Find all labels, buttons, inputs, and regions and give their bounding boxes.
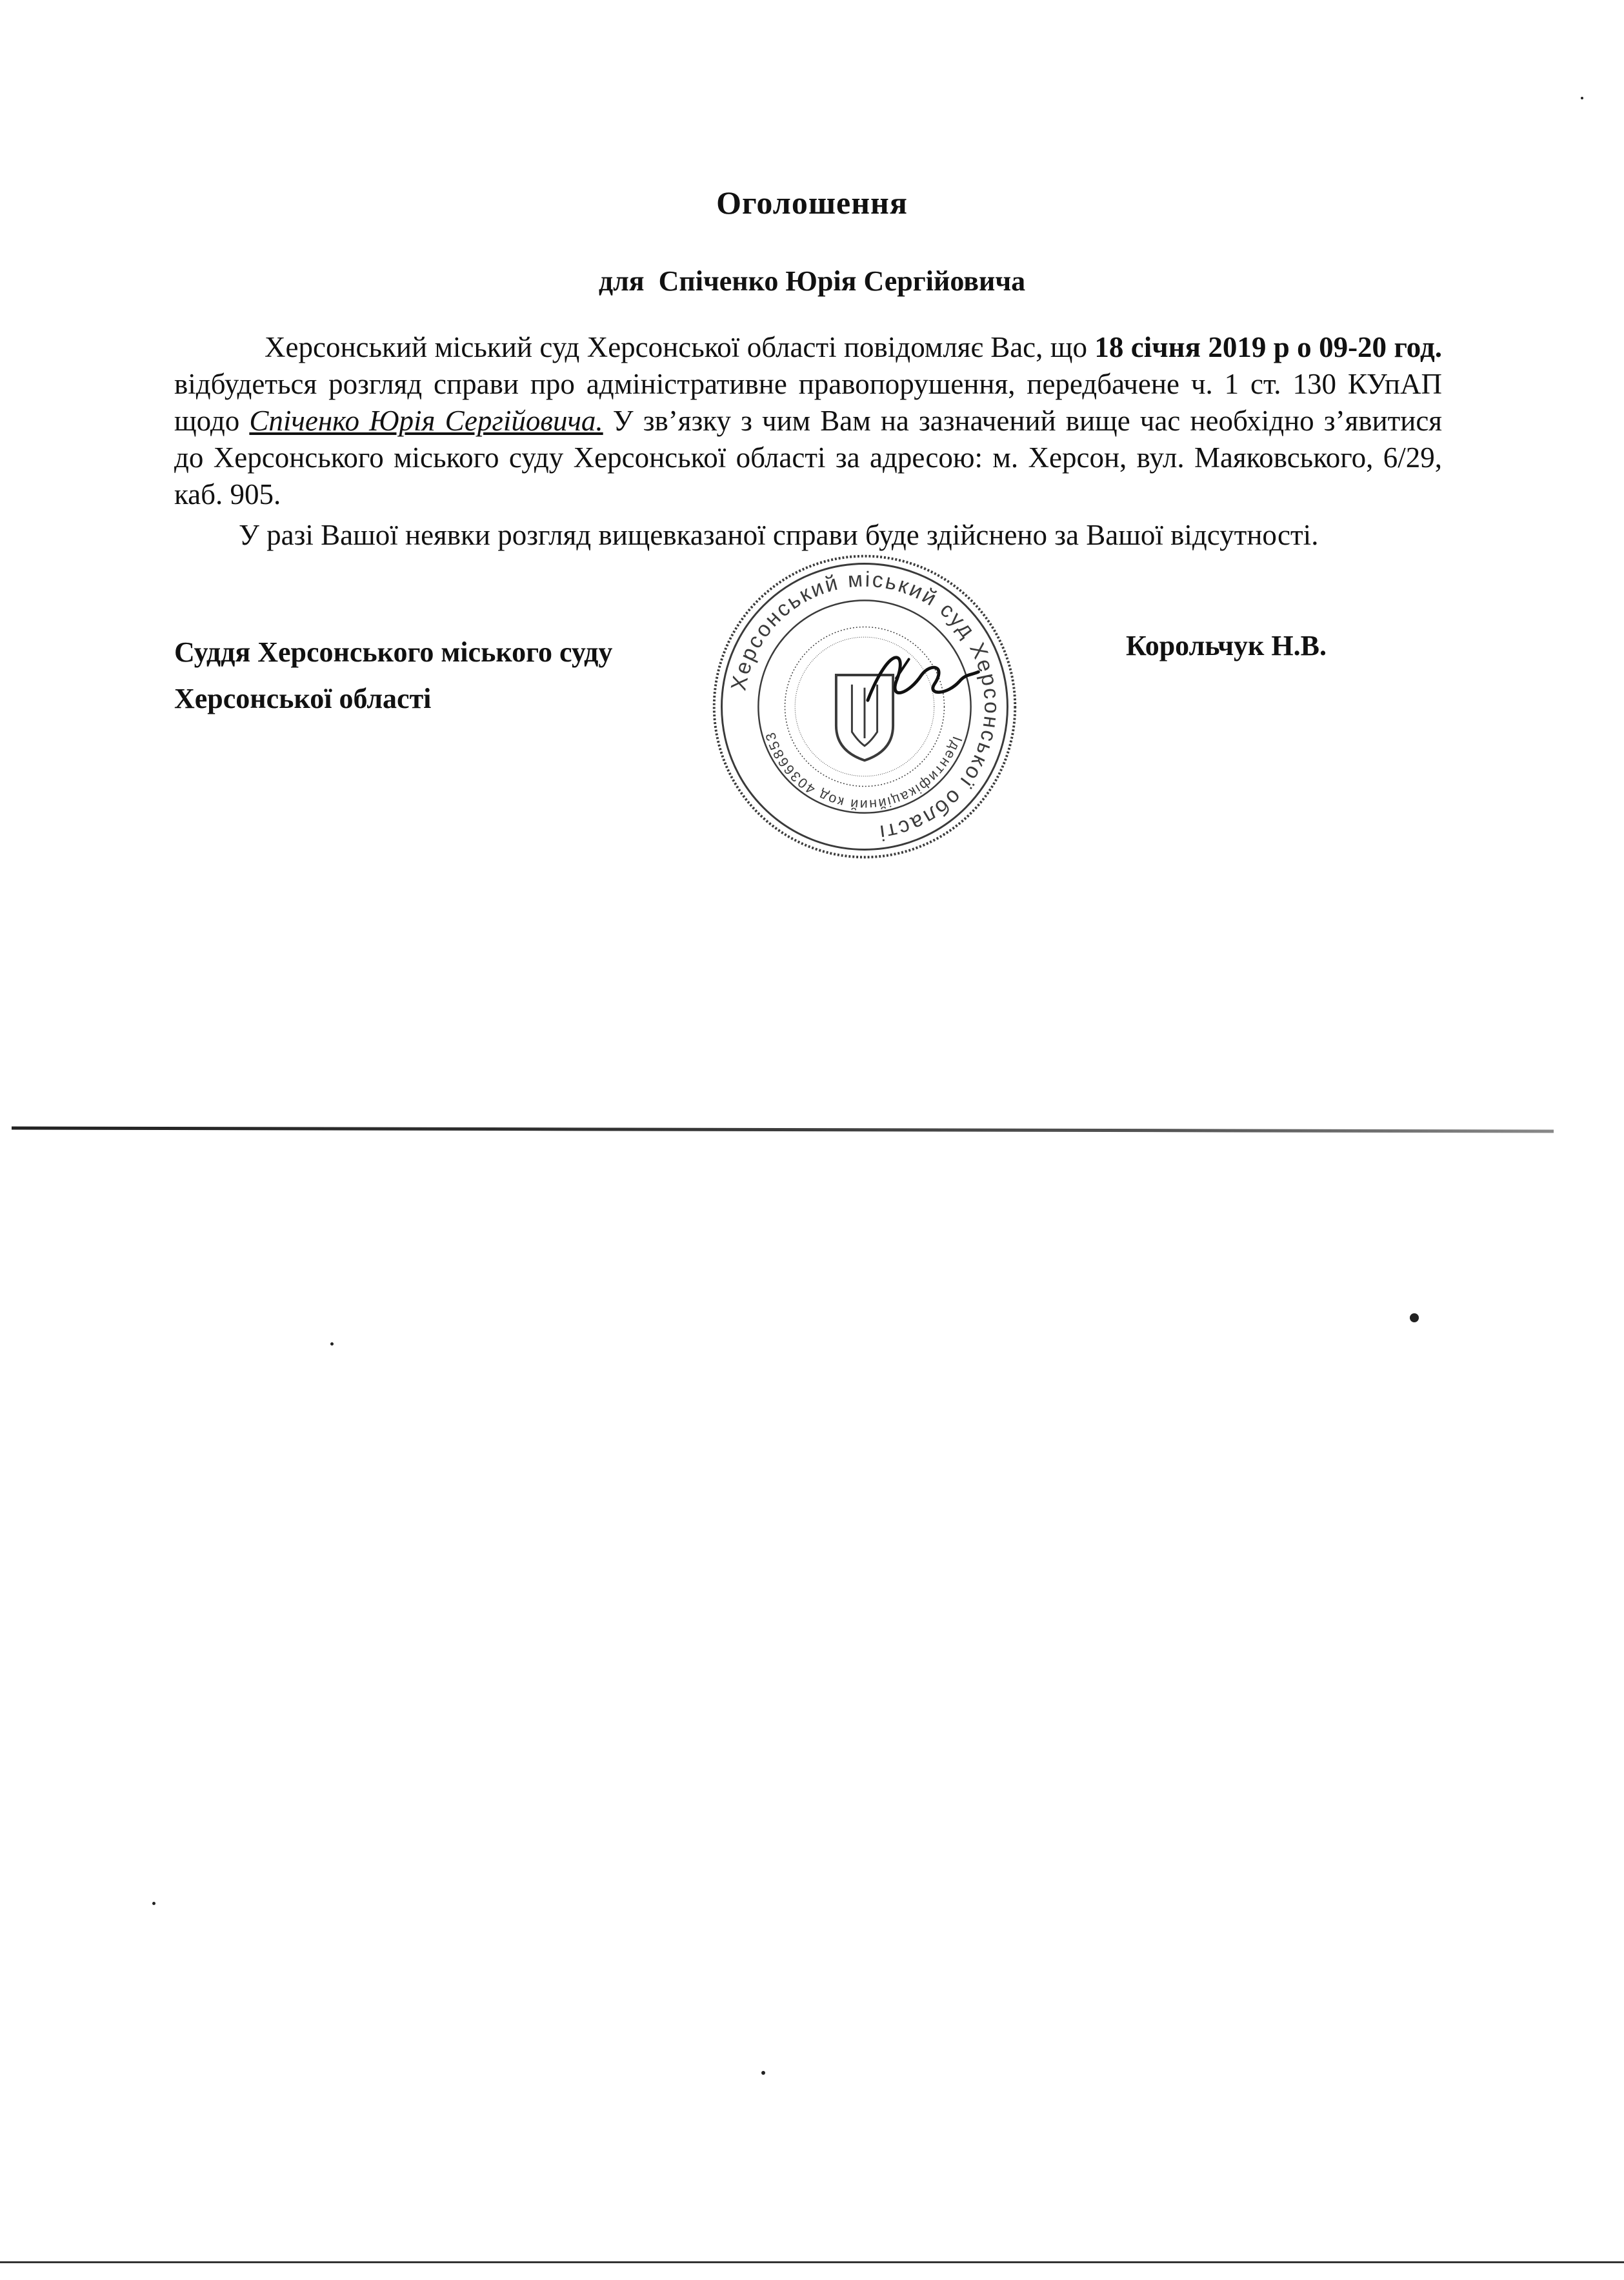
- addressee-line: [0, 265, 1624, 298]
- trident-emblem-icon: [836, 675, 893, 760]
- stamp-outer-text: Херсонський міський суд Херсонської області: [727, 567, 1004, 845]
- scan-speck: [1581, 97, 1583, 99]
- court-seal-stamp: [707, 549, 1023, 865]
- notice-text-part: Херсонський міський суд Херсонської області повідомляє Вас, що: [265, 331, 1095, 363]
- addressee-name: Спіченко Юрія Сергійовича: [658, 265, 1026, 297]
- notice-body: [174, 329, 1442, 554]
- scan-speck: [1410, 1313, 1419, 1322]
- document-title: Оголошення: [716, 185, 908, 221]
- notice-paragraph-absence: У разі Вашої неявки розгляд вищевказаної справи буде здійснено за Вашої відсутності.: [239, 519, 1319, 551]
- judge-position: [174, 629, 612, 722]
- scan-speck: [761, 2071, 765, 2075]
- scan-speck: [152, 1902, 155, 1905]
- judge-name: Корольчук Н.В.: [1126, 630, 1327, 661]
- hearing-datetime: 18 січня 2019 р о 09-20 год.: [1094, 331, 1442, 363]
- addressee-prefix: для: [598, 265, 645, 297]
- scan-edge-line: [0, 2261, 1624, 2263]
- notice-text-part: У зв’язку з чим Вам на зазначений вище час необхідно з’явитися до Херсонського міського суду Херсонської області за адресою: м. Херсон, вул. Маяковського, 6/29, каб. 905.: [174, 405, 1443, 510]
- defendant-name: Спіченко Юрія Сергійовича.: [249, 405, 603, 437]
- scan-speck: [330, 1342, 334, 1346]
- notice-text-part: відбудеться розгляд справи про адміністративне правопорушення, передбачене ч. 1 ст. 130 КУпАП щодо: [174, 368, 1442, 437]
- stamp-inner-text: Ідентифікаційний код 40366853: [761, 729, 966, 814]
- judge-position-line2: Херсонської області: [174, 683, 432, 714]
- separator-line: [12, 1126, 1554, 1133]
- judge-position-line1: Суддя Херсонського міського суду: [174, 636, 613, 668]
- notice-paragraph-main: [174, 329, 1442, 513]
